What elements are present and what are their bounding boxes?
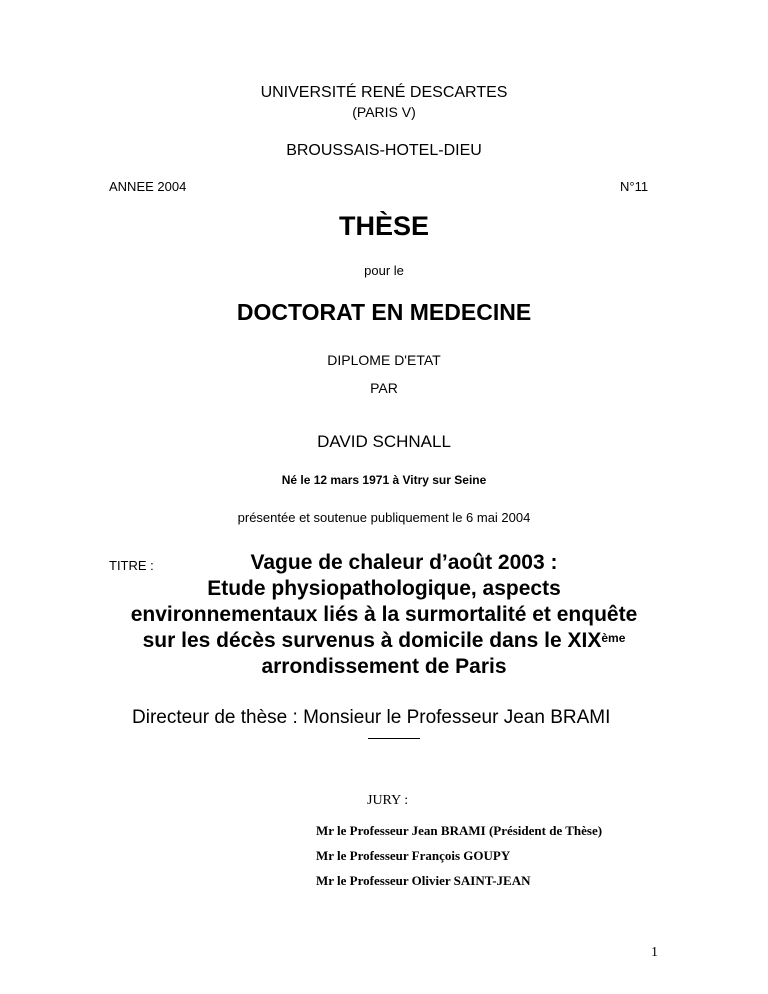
thesis-title-superscript: ème <box>601 631 626 645</box>
thesis-title-line-4-main: sur les décès survenus à domicile dans le XIX <box>142 629 602 652</box>
university-name: UNIVERSITÉ RENÉ DESCARTES <box>260 84 508 101</box>
title-label: TITRE : <box>109 558 154 573</box>
thesis-heading: THÈSE <box>338 211 430 241</box>
jury-member-3: Mr le Professeur Olivier SAINT-JEAN <box>316 873 531 888</box>
thesis-title-line-5: arrondissement de Paris <box>261 655 507 678</box>
par-label: PAR <box>370 380 398 396</box>
degree-title: DOCTORAT EN MEDECINE <box>236 299 532 325</box>
thesis-year: ANNEE 2004 <box>109 179 187 194</box>
jury-label: JURY : <box>367 793 409 808</box>
diploma-label: DIPLOME D'ETAT <box>327 352 441 368</box>
university-campus: (PARIS V) <box>352 104 416 120</box>
thesis-director: Directeur de thèse : Monsieur le Professeur Jean BRAMI <box>132 707 611 728</box>
jury-member-2: Mr le Professeur François GOUPY <box>316 848 511 863</box>
thesis-title <box>0 550 768 680</box>
jury-member-1: Mr le Professeur Jean BRAMI (Président de Thèse) <box>316 823 603 838</box>
thesis-title-line-4 <box>0 628 768 654</box>
author-birth: Né le 12 mars 1971 à Vitry sur Seine <box>281 473 487 487</box>
pour-le-label: pour le <box>364 263 404 278</box>
page-number: 1 <box>651 945 658 960</box>
thesis-number: N°11 <box>620 179 649 194</box>
defense-date: présentée et soutenue publiquement le 6 mai 2004 <box>237 510 531 525</box>
author-name: DAVID SCHNALL <box>317 432 451 451</box>
faculty-name: BROUSSAIS-HOTEL-DIEU <box>286 142 482 159</box>
thesis-title-line-1: Vague de chaleur d’août 2003 : <box>250 551 558 574</box>
thesis-title-line-2: Etude physiopathologique, aspects <box>207 577 561 600</box>
thesis-title-line-3: environnementaux liés à la surmortalité et enquête <box>130 603 638 626</box>
separator-line <box>368 738 420 739</box>
